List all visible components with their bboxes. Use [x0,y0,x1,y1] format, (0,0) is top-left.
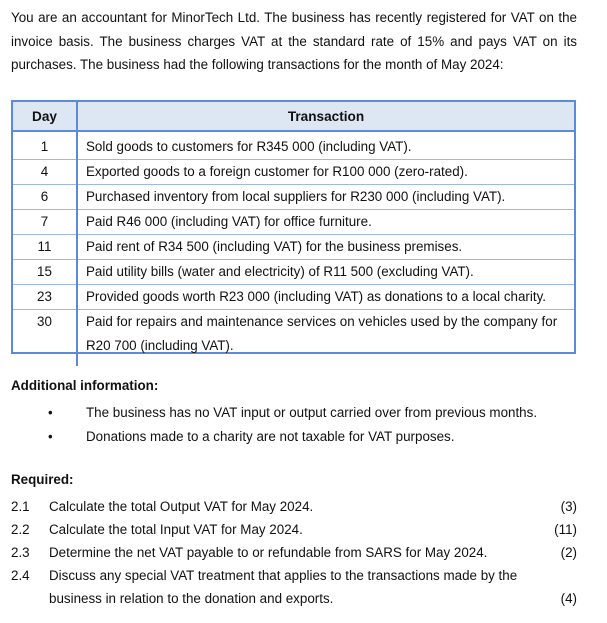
question-marks: (2) [560,545,577,560]
question-number: 2.2 [11,522,30,537]
required-heading: Required: [11,472,74,487]
transaction-cell: Sold goods to customers for R345 000 (including VAT). [77,131,574,160]
question-text: Determine the net VAT payable to or refundable from SARS for May 2024. [49,545,488,560]
question-item [11,541,577,564]
day-column-header: Day [13,102,77,131]
transaction-cell: Paid rent of R34 500 (including VAT) for the business premises. [77,235,574,260]
list-item-text: The business has no VAT input or output carried over from previous months. [86,405,538,420]
table-row [13,131,574,160]
table-row [13,185,574,210]
day-cell: 23 [13,285,77,310]
question-number: 2.3 [11,545,30,560]
question-marks: (4) [560,591,577,606]
table-row [13,210,574,235]
transaction-column-header: Transaction [77,102,574,131]
question-text: Calculate the total Input VAT for May 2024. [49,522,303,537]
table-header-row [13,102,574,131]
day-cell: 6 [13,185,77,210]
transaction-cell: Paid R46 000 (including VAT) for office furniture. [77,210,574,235]
table-row [13,160,574,185]
transactions-table [11,100,576,354]
bullet-icon: • [48,429,53,444]
day-cell: 7 [13,210,77,235]
transaction-cell: Purchased inventory from local suppliers for R230 000 (including VAT). [77,185,574,210]
transaction-cell: Provided goods worth R23 000 (including VAT) as donations to a local charity. [77,285,574,310]
transaction-cell: Paid for repairs and maintenance services on vehicles used by the company for R20 700 (including VAT). [77,310,574,367]
additional-info-heading: Additional information: [11,378,159,393]
question-item [11,564,577,610]
list-item [11,401,571,425]
required-list [11,495,577,610]
day-cell: 15 [13,260,77,285]
day-cell: 4 [13,160,77,185]
question-text: Discuss any special VAT treatment that applies to the transactions made by the business in relation to the donation and exports. [49,568,518,606]
table-row [13,285,574,310]
intro-paragraph: You are an accountant for MinorTech Ltd. The business has recently registered for VAT on the invoice basis. The business charges VAT at the standard rate of 15% and pays VAT on its purchases. The business had the following transactions for the month of May 2024: [11,10,577,72]
question-marks: (11) [554,522,577,537]
list-item-text: Donations made to a charity are not taxable for VAT purposes. [86,429,455,444]
day-cell: 30 [13,310,77,367]
day-cell: 11 [13,235,77,260]
question-number: 2.1 [11,499,30,514]
transaction-cell: Paid utility bills (water and electricity) of R11 500 (excluding VAT). [77,260,574,285]
question-item [11,518,577,541]
additional-info-list [11,401,571,449]
table-row [13,310,574,367]
question-marks: (3) [560,499,577,514]
transaction-cell: Exported goods to a foreign customer for R100 000 (zero-rated). [77,160,574,185]
question-text: Calculate the total Output VAT for May 2024. [49,499,314,514]
day-cell: 1 [13,131,77,160]
question-item [11,495,577,518]
table-row [13,260,574,285]
table-row [13,235,574,260]
question-number: 2.4 [11,568,30,583]
list-item [11,425,571,449]
bullet-icon: • [48,405,53,420]
